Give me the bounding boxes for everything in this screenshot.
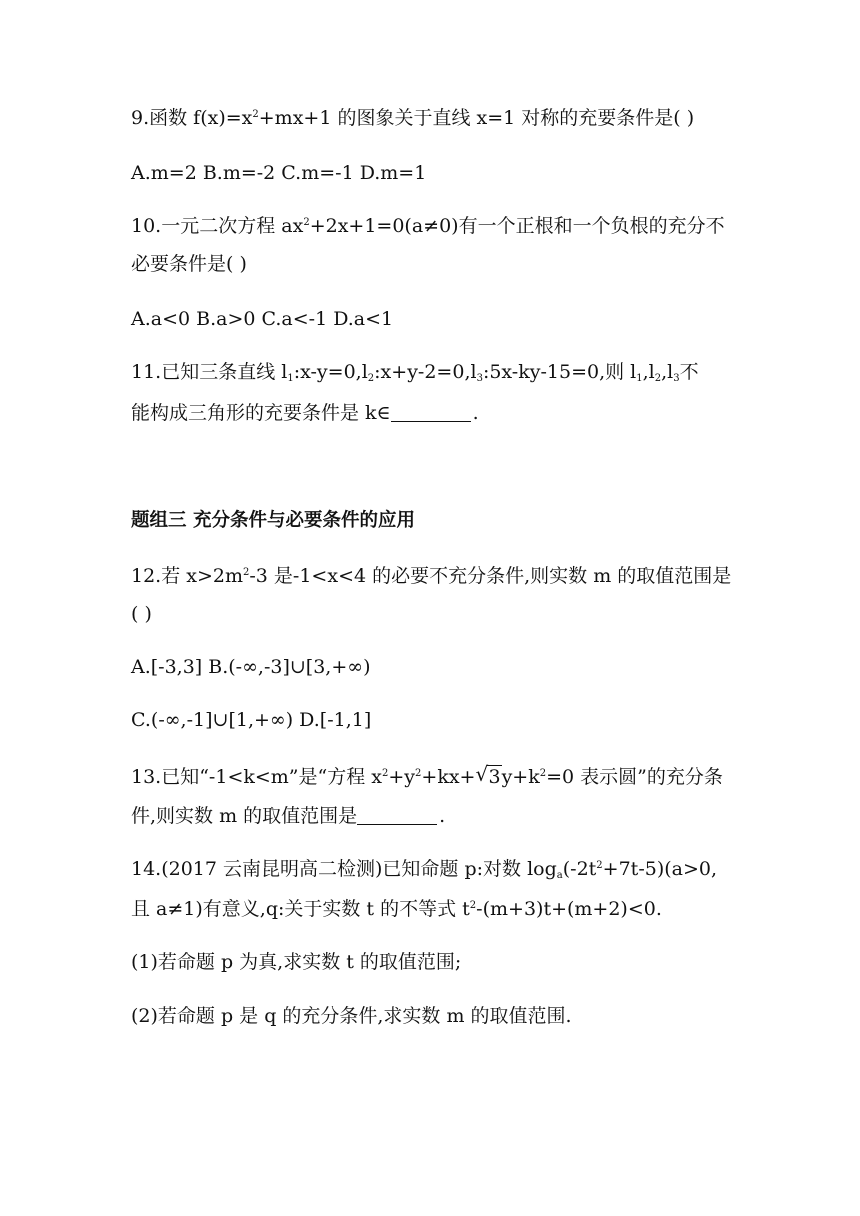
q12-text-1: 12.若 x>2m [131, 565, 243, 587]
q13-end: . [439, 805, 446, 827]
q11-line2-text: 能构成三角形的充要条件是 k∈ [131, 402, 391, 424]
question-11 [131, 360, 699, 384]
q11-text-1: 11.已知三条直线 l [131, 361, 288, 383]
question-13 [131, 762, 723, 789]
q14-text-1: 14.(2017 云南昆明高二检测)已知命题 p:对数 log [131, 858, 557, 880]
q9-text-2: +mx+1 的图象关于直线 x=1 对称的充要条件是( ) [258, 107, 695, 129]
q11-text-4: :5x-ky-15=0,则 l [482, 361, 637, 383]
q9-text-1: 9.函数 f(x)=x [131, 107, 253, 129]
question-10 [131, 214, 725, 238]
question-10-options: A.a<0 B.a>0 C.a<-1 D.a<1 [131, 308, 394, 330]
question-10-line-2: 必要条件是( ) [131, 253, 247, 275]
question-12-options-ab: A.[-3,3] B.(-∞,-3]∪[3,+∞) [131, 656, 371, 678]
q10-text-2: +2x+1=0(a≠0)有一个正根和一个负根的充分不 [309, 215, 725, 237]
radical-sign: √ [475, 762, 489, 786]
q9-sup-1: 2 [252, 109, 259, 120]
q11-text-7: 不 [679, 361, 699, 383]
q14-text-2: (-2t [562, 858, 597, 880]
q11-sub-1: 1 [287, 373, 294, 384]
q11-sub-2: 2 [367, 373, 375, 384]
q12-text-2: -3 是-1<x<4 的必要不充分条件,则实数 m 的取值范围是 [249, 565, 732, 587]
question-14-line-2 [131, 897, 662, 921]
q13-sup-1: 2 [382, 768, 389, 779]
answer-blank[interactable] [357, 806, 437, 825]
q14-line2-text-1: 且 a≠1)有意义,q:关于实数 t 的不等式 t [131, 898, 470, 920]
q13-sup-2: 2 [415, 768, 422, 779]
q14-line2-sup: 2 [469, 900, 477, 911]
radicand: 3 [488, 766, 501, 788]
question-13-line-2 [131, 804, 445, 828]
q12-sup-1: 2 [243, 567, 250, 578]
q11-sub-4: 1 [636, 373, 643, 384]
q10-text-1: 10.一元二次方程 ax [131, 215, 304, 237]
question-11-line-2 [131, 401, 479, 425]
q10-sup-1: 2 [303, 217, 310, 228]
question-14-part-1: (1)若命题 p 为真,求实数 t 的取值范围; [131, 951, 462, 973]
q11-end: . [472, 402, 479, 424]
q13-sup-3: 2 [539, 768, 547, 779]
q14-sub-1: a [556, 870, 563, 881]
question-12 [131, 564, 731, 588]
q13-line2-text: 件,则实数 m 的取值范围是 [131, 805, 358, 827]
q11-text-6: ,l [661, 361, 674, 383]
question-12-line-2: ( ) [131, 603, 152, 625]
q11-text-2: :x-y=0,l [293, 361, 368, 383]
section-title: 题组三 充分条件与必要条件的应用 [131, 510, 415, 531]
question-14 [131, 857, 717, 881]
q13-text-5: =0 表示圆”的充分条 [546, 766, 723, 788]
question-12-options-cd: C.(-∞,-1]∪[1,+∞) D.[-1,1] [131, 709, 372, 731]
question-14-part-2: (2)若命题 p 是 q 的充分条件,求实数 m 的取值范围. [131, 1005, 572, 1027]
q14-line2-text-2: -(m+3)t+(m+2)<0. [476, 898, 662, 920]
question-9-options: A.m=2 B.m=-2 C.m=-1 D.m=1 [131, 162, 427, 184]
q11-sub-5: 2 [654, 373, 662, 384]
q14-sup-1: 2 [596, 860, 603, 871]
q13-text-2: +y [388, 766, 416, 788]
q11-text-5: ,l [642, 361, 655, 383]
q11-sub-3: 3 [476, 373, 483, 384]
q13-text-4: y+k [501, 766, 540, 788]
question-9 [131, 106, 694, 130]
answer-blank[interactable] [391, 403, 471, 422]
sqrt-symbol [475, 762, 501, 789]
q11-text-3: :x+y-2=0,l [374, 361, 477, 383]
q14-text-3: +7t-5)(a>0, [602, 858, 718, 880]
q11-sub-6: 3 [673, 373, 680, 384]
q13-text-1: 13.已知“-1<k<m”是“方程 x [131, 766, 382, 788]
q13-text-3: +kx+ [421, 766, 476, 788]
